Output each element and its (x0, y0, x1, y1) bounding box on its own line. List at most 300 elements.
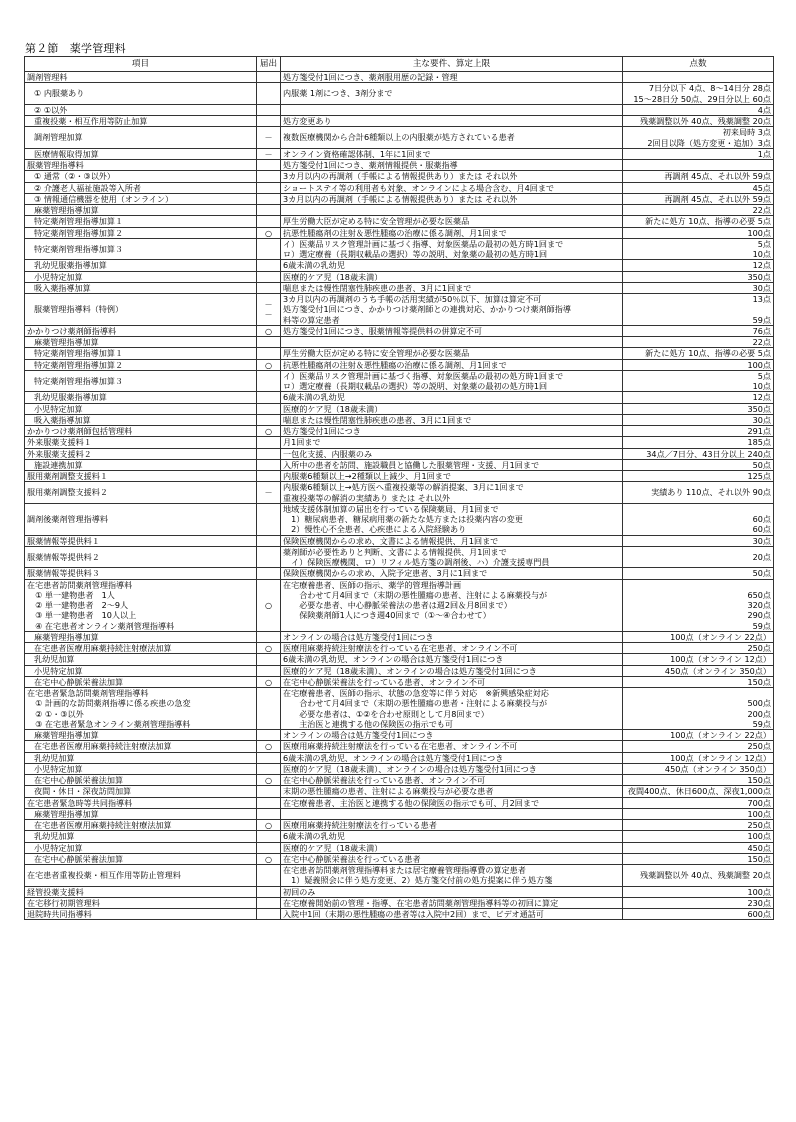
row-item-cell: 小児特定加算 (25, 842, 257, 853)
row-requirement-cell: 処方箋受付1回につき、薬剤情報提供・服薬指導 (281, 160, 623, 171)
row-requirement-cell: 末期の悪性腫瘍の患者、注射による麻薬投与が必要な患者 (281, 786, 623, 797)
row-requirement-cell: 医療的ケア児（18歳未満） (281, 403, 623, 414)
row-item-cell: ① 内服薬あり (25, 83, 257, 105)
row-points-cell: 450点（オンライン 350点） (623, 665, 774, 676)
table-row (25, 116, 774, 127)
row-notification-cell (257, 631, 281, 642)
row-points-cell: 50点 (623, 459, 774, 470)
row-requirement-cell: 厚生労働大臣が定める特に安全管理が必要な医薬品 (281, 216, 623, 227)
table-row (25, 72, 774, 83)
table-row (25, 909, 774, 920)
row-item-cell: 調剤後薬剤管理指導料 (25, 503, 257, 535)
row-notification-cell (257, 471, 281, 482)
row-requirement-cell: 6歳未満の乳幼児 (281, 392, 623, 403)
row-requirement-cell: 医療用麻薬持続注射療法を行っている在宅患者、オンライン不可 (281, 741, 623, 752)
row-points-cell: 100点 (623, 808, 774, 819)
row-notification-cell (257, 688, 281, 730)
row-points-cell: 34点／7日分、43日分以上 240点 (623, 448, 774, 459)
row-item-cell: 服薬情報等提供料３ (25, 568, 257, 579)
row-requirement-cell: 在宅療養開始前の管理・指導、在宅患者訪問薬剤管理指導料等の初回に算定 (281, 897, 623, 908)
row-notification-cell (257, 348, 281, 359)
row-requirement-cell: 入院中1回（末期の悪性腫瘍の患者等は入院中2回）まで、ビデオ通話可 (281, 909, 623, 920)
row-requirement-cell: 保険医療機関からの求め、入院予定患者、3月に1回まで (281, 568, 623, 579)
row-points-cell: 450点（オンライン 350点） (623, 763, 774, 774)
table-row (25, 503, 774, 535)
row-points-cell: 60点 60点 (623, 503, 774, 535)
row-notification-cell: ○ (257, 227, 281, 238)
row-item-cell: 医療情報取得加算 (25, 148, 257, 159)
row-item-cell: 特定薬剤管理指導加算２ (25, 227, 257, 238)
table-row (25, 127, 774, 149)
row-item-cell: 麻薬管理指導加算 (25, 808, 257, 819)
row-notification-cell (257, 104, 281, 115)
row-requirement-cell: 医療的ケア児（18歳未満） (281, 271, 623, 282)
row-requirement-cell: 喘息または慢性閉塞性肺疾患の患者、3月に1回まで (281, 414, 623, 425)
row-points-cell: 残薬調整以外 40点、残薬調整 20点 (623, 865, 774, 887)
row-points-cell: 22点 (623, 337, 774, 348)
row-notification-cell: ○ (257, 676, 281, 687)
table-row (25, 631, 774, 642)
row-requirement-cell: 入所中の患者を訪問、施設職員と協働した服薬管理・支援、月1回まで (281, 459, 623, 470)
row-requirement-cell: 初回のみ (281, 886, 623, 897)
table-body (25, 72, 774, 920)
table-row (25, 808, 774, 819)
row-points-cell: 初来局時 3点 2回目以降（処方変更・追加）3点 (623, 127, 774, 149)
row-notification-cell (257, 808, 281, 819)
table-row (25, 568, 774, 579)
row-requirement-cell: 医療用麻薬持続注射療法を行っている患者 (281, 820, 623, 831)
table-row (25, 643, 774, 654)
row-item-cell: 特定薬剤管理指導加算２ (25, 359, 257, 370)
row-points-cell: 13点 59点 (623, 294, 774, 326)
row-notification-cell (257, 842, 281, 853)
row-requirement-cell (281, 808, 623, 819)
row-requirement-cell: オンライン資格確認体制、1年に1回まで (281, 148, 623, 159)
row-item-cell: 乳幼児服薬指導加算 (25, 260, 257, 271)
row-points-cell: 230点 (623, 897, 774, 908)
row-notification-cell (257, 83, 281, 105)
row-item-cell: かかりつけ薬剤師指導料 (25, 325, 257, 336)
row-item-cell: 吸入薬指導加算 (25, 414, 257, 425)
header-notification: 届出 (257, 57, 281, 72)
row-item-cell: ① 通常（②・③以外） (25, 171, 257, 182)
table-row (25, 337, 774, 348)
table-row (25, 414, 774, 425)
table-row (25, 205, 774, 216)
table-row (25, 271, 774, 282)
row-notification-cell: ○ (257, 741, 281, 752)
row-item-cell: 特定薬剤管理指導加算３ (25, 238, 257, 260)
row-points-cell (623, 72, 774, 83)
row-notification-cell (257, 730, 281, 741)
row-item-cell: 服薬管理指導料（特例） (25, 294, 257, 326)
row-points-cell: 150点 (623, 853, 774, 864)
table-row (25, 83, 774, 105)
row-notification-cell: ○ (257, 426, 281, 437)
row-item-cell: ③ 情報通信機器を使用（オンライン） (25, 193, 257, 204)
row-requirement-cell: 喘息または慢性閉塞性肺疾患の患者、3月に1回まで (281, 282, 623, 293)
row-notification-cell: ○ (257, 775, 281, 786)
row-item-cell: 調剤管理料 (25, 72, 257, 83)
table-row (25, 482, 774, 504)
header-requirements: 主な要件、算定上限 (281, 57, 623, 72)
row-points-cell: 夜間400点、休日600点、深夜1,000点 (623, 786, 774, 797)
row-points-cell: 再調剤 45点、それ以外 59点 (623, 193, 774, 204)
table-row (25, 820, 774, 831)
row-requirement-cell: 在宅療養患者、医師の指示、状態の急変等に伴う対応 ※新興感染症対応 合わせて月4回まで（末期の悪性腫瘍の患者・注射による麻薬投与が 必要な患者は、①②を合わせ原則として月8回まで） 主治医と連携する他の保険医の指示でも可 (281, 688, 623, 730)
row-requirement-cell: 月1回まで (281, 437, 623, 448)
table-row (25, 797, 774, 808)
row-points-cell: 30点 (623, 282, 774, 293)
row-points-cell: 残薬調整以外 40点、残薬調整 20点 (623, 116, 774, 127)
row-requirement-cell: 内服薬 1剤につき、3剤分まで (281, 83, 623, 105)
row-requirement-cell: 厚生労働大臣が定める特に安全管理が必要な医薬品 (281, 348, 623, 359)
row-points-cell: 5点 10点 (623, 238, 774, 260)
row-points-cell: 185点 (623, 437, 774, 448)
row-notification-cell: ○ (257, 853, 281, 864)
row-requirement-cell: イ）医薬品リスク管理計画に基づく指導、対象医薬品の最初の処方時1回まで ロ）選定療養（長期収載品の選択）等の説明、対象薬の最初の処方時1回 (281, 370, 623, 392)
row-points-cell: 150点 (623, 676, 774, 687)
row-notification-cell (257, 568, 281, 579)
row-points-cell: 1点 (623, 148, 774, 159)
table-row (25, 448, 774, 459)
row-requirement-cell: 処方変更あり (281, 116, 623, 127)
row-item-cell: 特定薬剤管理指導加算３ (25, 370, 257, 392)
header-points: 点数 (623, 57, 774, 72)
row-item-cell: 在宅患者緊急時等共同指導料 (25, 797, 257, 808)
row-item-cell: 麻薬管理指導加算 (25, 337, 257, 348)
row-requirement-cell: 3カ月以内の再調剤（手帳による情報提供あり）または それ以外 (281, 193, 623, 204)
row-notification-cell (257, 414, 281, 425)
row-item-cell: 施設連携加算 (25, 459, 257, 470)
row-item-cell: 乳幼児服薬指導加算 (25, 392, 257, 403)
row-item-cell: 在宅患者訪問薬剤管理指導料 ① 単一建物患者 1人 ② 単一建物患者 2～9人 ③ 単一建物患者 10人以上 ④ 在宅患者オンライン薬剤管理指導料 (25, 579, 257, 631)
row-points-cell: 100点 (623, 886, 774, 897)
table-row (25, 359, 774, 370)
table-row (25, 348, 774, 359)
table-row (25, 160, 774, 171)
row-notification-cell: － (257, 482, 281, 504)
row-notification-cell (257, 797, 281, 808)
row-notification-cell (257, 437, 281, 448)
row-points-cell: 100点（オンライン 22点） (623, 631, 774, 642)
table-row (25, 775, 774, 786)
table-row (25, 260, 774, 271)
row-notification-cell: － (257, 148, 281, 159)
row-item-cell: 乳幼児加算 (25, 831, 257, 842)
row-item-cell: 在宅患者医療用麻薬持続注射療法加算 (25, 820, 257, 831)
row-points-cell: 250点 (623, 820, 774, 831)
row-requirement-cell: 3カ月以内の再調剤（手帳による情報提供あり）または それ以外 (281, 171, 623, 182)
table-row (25, 865, 774, 887)
row-requirement-cell: 処方箋受付1回につき、服薬情報等提供料の併算定不可 (281, 325, 623, 336)
row-points-cell: 100点 (623, 227, 774, 238)
row-requirement-cell (281, 104, 623, 115)
row-item-cell: 麻薬管理指導加算 (25, 631, 257, 642)
row-points-cell: 再調剤 45点、それ以外 59点 (623, 171, 774, 182)
row-item-cell: 在宅患者重複投薬・相互作用等防止管理料 (25, 865, 257, 887)
table-row (25, 741, 774, 752)
row-item-cell: 在宅患者医療用麻薬持続注射療法加算 (25, 741, 257, 752)
row-item-cell: 在宅患者緊急訪問薬剤管理指導料 ① 計画的な訪問薬剤指導に係る疾患の急変 ② ①・③以外 ③ 在宅患者緊急オンライン薬剤管理指導料 (25, 688, 257, 730)
row-points-cell: 76点 (623, 325, 774, 336)
row-requirement-cell: 6歳未満の乳幼児、オンラインの場合は処方箋受付1回につき (281, 654, 623, 665)
row-points-cell: 100点 (623, 359, 774, 370)
row-notification-cell (257, 886, 281, 897)
row-notification-cell (257, 654, 281, 665)
row-notification-cell (257, 216, 281, 227)
row-requirement-cell: ショートステイ等の利用者も対象、オンラインによる場合含む、月4回まで (281, 182, 623, 193)
table-row (25, 752, 774, 763)
table-row (25, 282, 774, 293)
table-row (25, 227, 774, 238)
row-requirement-cell: 一包化支援、内服薬のみ (281, 448, 623, 459)
row-notification-cell: ○ (257, 359, 281, 370)
row-requirement-cell: 在宅中心静脈栄養法を行っている患者、オンライン不可 (281, 676, 623, 687)
row-item-cell: 経管投薬支援料 (25, 886, 257, 897)
row-requirement-cell: 抗悪性腫瘍剤の注射＆悪性腫瘍の治療に係る調剤、月1回まで (281, 227, 623, 238)
table-row (25, 182, 774, 193)
table-row (25, 842, 774, 853)
row-notification-cell: － － (257, 294, 281, 326)
row-points-cell: 100点（オンライン 12点） (623, 752, 774, 763)
row-requirement-cell: 複数医療機関から合計6種類以上の内服薬が処方されている患者 (281, 127, 623, 149)
row-points-cell: 700点 (623, 797, 774, 808)
row-points-cell: 350点 (623, 403, 774, 414)
row-points-cell: 7日分以下 4点、8～14日分 28点 15～28日分 50点、29日分以上 60点 (623, 83, 774, 105)
row-points-cell: 12点 (623, 260, 774, 271)
row-points-cell: 100点（オンライン 22点） (623, 730, 774, 741)
row-item-cell: 退院時共同指導料 (25, 909, 257, 920)
row-notification-cell (257, 193, 281, 204)
table-row (25, 897, 774, 908)
row-requirement-cell: 在宅中心静脈栄養法を行っている患者、オンライン不可 (281, 775, 623, 786)
row-notification-cell: ○ (257, 820, 281, 831)
row-item-cell: 外来服薬支援料１ (25, 437, 257, 448)
table-row (25, 426, 774, 437)
row-requirement-cell: 医療的ケア児（18歳未満）、オンラインの場合は処方箋受付1回につき (281, 665, 623, 676)
row-notification-cell (257, 337, 281, 348)
row-notification-cell (257, 205, 281, 216)
row-notification-cell: ○ (257, 579, 281, 631)
table-row (25, 886, 774, 897)
table-row (25, 148, 774, 159)
row-requirement-cell: 在宅中心静脈栄養法を行っている患者 (281, 853, 623, 864)
table-row (25, 238, 774, 260)
row-requirement-cell: 医療用麻薬持続注射療法を行っている在宅患者、オンライン不可 (281, 643, 623, 654)
row-notification-cell (257, 459, 281, 470)
table-row (25, 676, 774, 687)
row-points-cell: 100点 (623, 831, 774, 842)
table-row (25, 104, 774, 115)
page-title: 第２節 薬学管理料 (25, 42, 126, 55)
table-row (25, 786, 774, 797)
table-header-row (25, 57, 774, 72)
row-points-cell: 4点 (623, 104, 774, 115)
row-item-cell: 重複投薬・相互作用等防止加算 (25, 116, 257, 127)
row-item-cell: 夜間・休日・深夜訪問加算 (25, 786, 257, 797)
row-points-cell: 291点 (623, 426, 774, 437)
table-row (25, 688, 774, 730)
row-notification-cell (257, 909, 281, 920)
row-requirement-cell: オンラインの場合は処方箋受付1回につき (281, 730, 623, 741)
row-notification-cell (257, 503, 281, 535)
row-notification-cell (257, 831, 281, 842)
row-requirement-cell: 6歳未満の乳幼児、オンラインの場合は処方箋受付1回につき (281, 752, 623, 763)
table-row (25, 403, 774, 414)
row-item-cell: 服薬管理指導料 (25, 160, 257, 171)
row-notification-cell (257, 282, 281, 293)
row-points-cell (623, 160, 774, 171)
row-notification-cell: ○ (257, 325, 281, 336)
table-row (25, 579, 774, 631)
row-requirement-cell: 内服薬6種類以上→2種類以上減少、月1回まで (281, 471, 623, 482)
row-requirement-cell: 地域支援体制加算の届出を行っている保険薬局、月1回まで 1）糖尿病患者、糖尿病用薬の新たな処方または投薬内容の変更 2）慢性心不全患者、心疾患による入院経験あり (281, 503, 623, 535)
fee-table (24, 56, 774, 920)
table-row (25, 437, 774, 448)
row-item-cell: 調剤管理加算 (25, 127, 257, 149)
row-notification-cell (257, 752, 281, 763)
row-item-cell: 服薬情報等提供料１ (25, 535, 257, 546)
table-row (25, 730, 774, 741)
row-points-cell: 600点 (623, 909, 774, 920)
row-notification-cell (257, 238, 281, 260)
row-item-cell: 服薬情報等提供料２ (25, 546, 257, 568)
row-requirement-cell: 薬剤師が必要性ありと判断、文書による情報提供、月1回まで イ）保険医療機関、ロ）リフィル処方箋の調剤後、ハ）介護支援専門員 (281, 546, 623, 568)
row-requirement-cell: オンラインの場合は処方箋受付1回につき (281, 631, 623, 642)
row-notification-cell (257, 72, 281, 83)
table-row (25, 831, 774, 842)
row-points-cell: 350点 (623, 271, 774, 282)
table-row (25, 325, 774, 336)
row-item-cell: 在宅中心静脈栄養法加算 (25, 775, 257, 786)
table-row (25, 665, 774, 676)
row-item-cell: 乳幼児加算 (25, 752, 257, 763)
row-item-cell: 小児特定加算 (25, 763, 257, 774)
row-points-cell: 450点 (623, 842, 774, 853)
row-notification-cell (257, 665, 281, 676)
row-notification-cell (257, 535, 281, 546)
row-item-cell: かかりつけ薬剤師包括管理料 (25, 426, 257, 437)
row-notification-cell (257, 171, 281, 182)
row-notification-cell: － (257, 127, 281, 149)
table-row (25, 853, 774, 864)
row-item-cell: ② ①以外 (25, 104, 257, 115)
header-item: 項目 (25, 57, 257, 72)
row-notification-cell (257, 370, 281, 392)
row-points-cell: 5点 10点 (623, 370, 774, 392)
row-notification-cell (257, 448, 281, 459)
table-row (25, 535, 774, 546)
row-item-cell: 服用薬剤調整支援料２ (25, 482, 257, 504)
row-requirement-cell: 医療的ケア児（18歳未満） (281, 842, 623, 853)
row-points-cell: 125点 (623, 471, 774, 482)
row-points-cell: 650点 320点 290点 59点 (623, 579, 774, 631)
row-points-cell: 実績あり 110点、それ以外 90点 (623, 482, 774, 504)
row-requirement-cell: 内服薬6種類以上→処方医へ重複投薬等の解消提案、3月に1回まで 重複投薬等の解消の実績あり または それ以外 (281, 482, 623, 504)
table-row (25, 193, 774, 204)
row-requirement-cell (281, 337, 623, 348)
row-item-cell: 在宅中心静脈栄養法加算 (25, 676, 257, 687)
table-row (25, 459, 774, 470)
table-row (25, 471, 774, 482)
row-points-cell: 30点 (623, 414, 774, 425)
row-points-cell: 250点 (623, 741, 774, 752)
row-notification-cell (257, 116, 281, 127)
row-item-cell: 在宅中心静脈栄養法加算 (25, 853, 257, 864)
row-points-cell: 22点 (623, 205, 774, 216)
row-requirement-cell: 抗悪性腫瘍剤の注射＆悪性腫瘍の治療に係る調剤、月1回まで (281, 359, 623, 370)
row-requirement-cell: 処方箋受付1回につき、薬剤服用歴の記録・管理 (281, 72, 623, 83)
row-notification-cell (257, 763, 281, 774)
row-points-cell: 30点 (623, 535, 774, 546)
row-item-cell: 乳幼児加算 (25, 654, 257, 665)
row-notification-cell (257, 897, 281, 908)
row-requirement-cell: 医療的ケア児（18歳未満）、オンラインの場合は処方箋受付1回につき (281, 763, 623, 774)
row-points-cell: 20点 (623, 546, 774, 568)
row-notification-cell (257, 392, 281, 403)
row-notification-cell (257, 260, 281, 271)
row-item-cell: 特定薬剤管理指導加算１ (25, 216, 257, 227)
row-notification-cell (257, 865, 281, 887)
row-requirement-cell (281, 205, 623, 216)
row-requirement-cell: 在宅療養患者、医師の指示、薬学的管理指導計画 合わせて月4回まで（末期の悪性腫瘍の患者、注射による麻薬投与が 必要な患者、中心静脈栄養法の患者は週2回＆月8回まで） 保険薬剤師1人につき週40回まで（①～④合わせて） (281, 579, 623, 631)
row-item-cell: 麻薬管理指導加算 (25, 730, 257, 741)
table-row (25, 294, 774, 326)
row-requirement-cell: イ）医薬品リスク管理計画に基づく指導、対象医薬品の最初の処方時1回まで ロ）選定療養（長期収載品の選択）等の説明、対象薬の最初の処方時1回 (281, 238, 623, 260)
table-row (25, 370, 774, 392)
row-points-cell: 新たに処方 10点、指導の必要 5点 (623, 348, 774, 359)
row-notification-cell (257, 271, 281, 282)
row-points-cell: 12点 (623, 392, 774, 403)
row-item-cell: 小児特定加算 (25, 271, 257, 282)
row-requirement-cell: 保険医療機関からの求め、文書による情報提供、月1回まで (281, 535, 623, 546)
row-notification-cell (257, 160, 281, 171)
row-item-cell: 吸入薬指導加算 (25, 282, 257, 293)
row-item-cell: 服用薬剤調整支援料１ (25, 471, 257, 482)
table-row (25, 763, 774, 774)
row-requirement-cell: 6歳未満の乳幼児 (281, 260, 623, 271)
row-requirement-cell: 6歳未満の乳幼児 (281, 831, 623, 842)
row-points-cell: 100点（オンライン 12点） (623, 654, 774, 665)
row-item-cell: 特定薬剤管理指導加算１ (25, 348, 257, 359)
row-points-cell: 250点 (623, 643, 774, 654)
table-row (25, 392, 774, 403)
row-notification-cell (257, 182, 281, 193)
row-points-cell: 500点 200点 59点 (623, 688, 774, 730)
row-item-cell: 小児特定加算 (25, 403, 257, 414)
table-row (25, 546, 774, 568)
row-item-cell: 在宅患者医療用麻薬持続注射療法加算 (25, 643, 257, 654)
row-requirement-cell: 在宅療養患者、主治医と連携する他の保険医の指示でも可、月2回まで (281, 797, 623, 808)
row-points-cell: 150点 (623, 775, 774, 786)
table-row (25, 171, 774, 182)
row-requirement-cell: 処方箋受付1回につき (281, 426, 623, 437)
row-requirement-cell: 在宅患者訪問薬剤管理指導料または居宅療養管理指導費の算定患者 1）疑義照会に伴う処方変更、2）処方箋交付前の処方提案に伴う処方箋 (281, 865, 623, 887)
row-item-cell: ② 介護老人福祉施設等入所者 (25, 182, 257, 193)
row-item-cell: 小児特定加算 (25, 665, 257, 676)
row-notification-cell (257, 546, 281, 568)
row-points-cell: 45点 (623, 182, 774, 193)
table-row (25, 654, 774, 665)
row-notification-cell: ○ (257, 643, 281, 654)
row-item-cell: 麻薬管理指導加算 (25, 205, 257, 216)
row-points-cell: 50点 (623, 568, 774, 579)
row-item-cell: 外来服薬支援料２ (25, 448, 257, 459)
row-requirement-cell: 3カ月以内の再調剤のうち手帳の活用実績が50％以下、加算は算定不可 処方箋受付1回につき、かかりつけ薬剤師との連携対応、かかりつけ薬剤師指導 料等の算定患者 (281, 294, 623, 326)
row-notification-cell (257, 403, 281, 414)
table-row (25, 216, 774, 227)
